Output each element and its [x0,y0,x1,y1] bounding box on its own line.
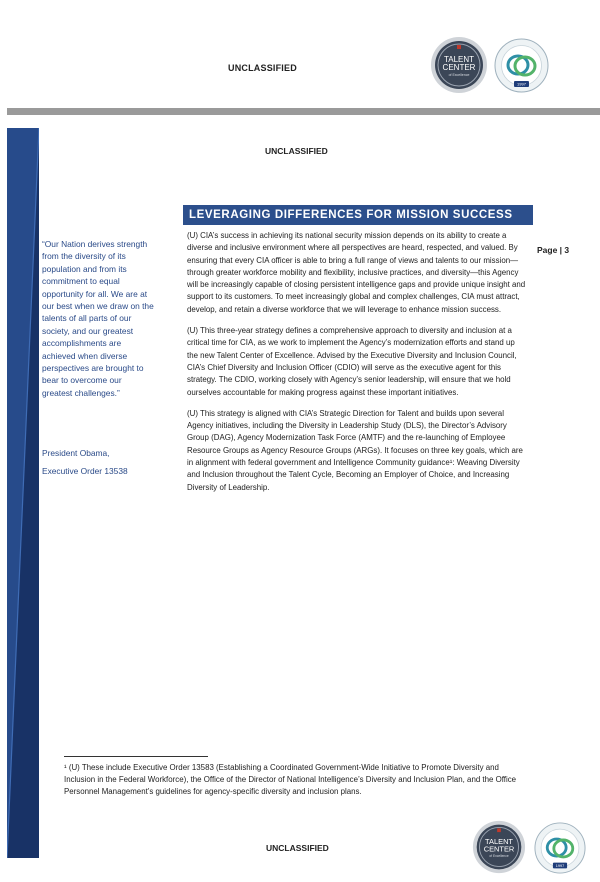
footer-logo-line1: TALENT [485,837,513,847]
logo-line1: TALENT [443,55,475,64]
left-decorative-bar [7,128,39,858]
logo-line3: of Excellence [448,73,470,77]
section-heading: LEVERAGING DIFFERENCES FOR MISSION SUCCESS [183,205,533,225]
footnote: ¹ (U) These include Executive Order 13583 (Establishing a Coordinated Government-Wide Initiative to Promote Diversity and Inclusion in the Federal Workforce), the Office of the Director of National Intelligence’s Diversity and Inclusion Plan, and the Office Personnel Management’s guidelines for agency-specific diversity and inclusion plans. [64,763,517,796]
page-number: Page | 3 [537,245,570,255]
footer-seal-year: 1997 [555,864,565,869]
header-classification: UNCLASSIFIED [228,63,297,73]
footer-talent-center-logo [472,820,526,874]
logo-line2: CENTER [442,63,476,72]
footer-logo-line3: of Excellence [489,854,509,859]
quote-attribution-source: Executive Order 13538 [42,466,128,476]
footnote-divider [64,756,208,757]
paragraph-2: (U) This three-year strategy defines a comprehensive approach to diversity and inclusion at a critical time for CIA, as we work to implement the Agency’s modernization efforts and stand up the new Talent Center of Excellence. Advised by the Executive Diversity and Inclusion Council, CIA’s Chief Diversity and Inclusion Officer (CDIO) will serve as the executive agent for this strategy. The CDIO, working closely with Agency’s senior leadership, will ensure that we hold ourselves accountable for making progress against these important initiatives. [187,326,517,397]
talent-center-logo [430,36,488,94]
diversity-seal-logo [494,38,549,93]
sidebar-stripes [7,128,39,858]
body-text [187,230,527,503]
footer-diversity-seal-logo [534,822,586,874]
paragraph-3: (U) This strategy is aligned with CIA’s Strategic Direction for Talent and builds upon several Agency initiatives, including the Diversity in Leadership Study (DLS), the Director’s Advisory Group (DAG), Agency Modernization Task Force (AMTF) and the re-launching of Employee Resource Groups as Agency Resource Groups (ARGs). It focuses on three key goals, which are in alignment with federal government and Intelligence Community guidance¹: Weaving Diversity and Inclusion throughout the Talent Cycle, Becoming an Employer of Choice, and Increasing Diversity of Leadership. [187,408,523,492]
seal-year: 1997 [517,81,526,87]
paragraph-1: (U) CIA’s success in achieving its national security mission depends on its ability to create a diverse and inclusive environment where all perspectives are heard, respected, and valued. By ensuring that every CIA officer is able to bring a full range of views and talents to our mission—through greater workforce mobility and flexibility, inclusive practices, and diversity—this Agency will be increasingly capable of closing persistent intelligence gaps and provide unique insight and support to its customers. To meet increasingly global and complex challenges, CIA must attract, develop, and retain a diverse workforce that we will leverage to enhance mission success. [187,231,526,314]
footer-logo-line2: CENTER [483,844,515,854]
header-divider [7,108,600,115]
pull-quote: “Our Nation derives strength from the diversity of its population and from its commitment to equal opportunity for all. We are at our best when we draw on the talents of all parts of our society, and our greatest accomplishments are achieved when diverse perspectives are brought to bear to overcome our greatest challenges.” [42,239,154,398]
page-classification: UNCLASSIFIED [265,146,328,156]
quote-attribution-name: President Obama, [42,448,110,458]
footer-classification: UNCLASSIFIED [266,843,329,853]
